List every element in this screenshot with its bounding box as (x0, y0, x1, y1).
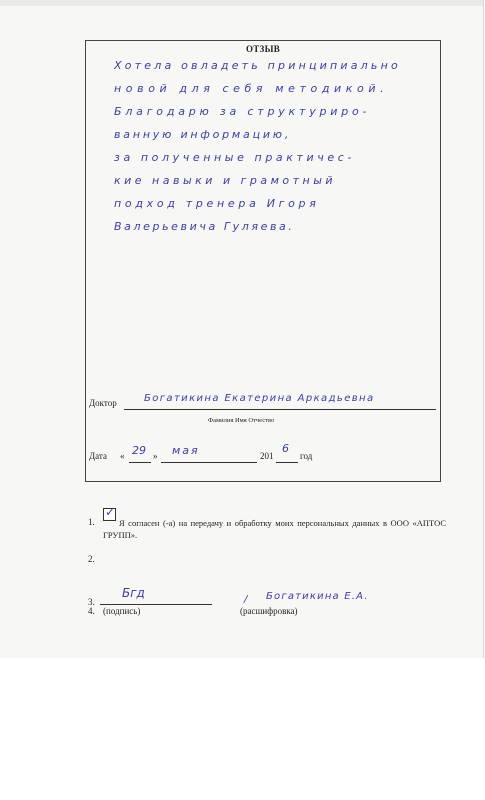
date-day-line (129, 462, 151, 463)
date-year-suffix: год (300, 451, 313, 461)
signature-decoding: Богатикина Е.А. (266, 591, 369, 602)
review-line-2: новой для себя методикой. (114, 82, 389, 95)
consent-item-2-number: 2. (88, 554, 95, 564)
scan-edge (0, 0, 483, 6)
review-line-6: кие навыки и грамотный (114, 174, 337, 187)
date-label: Дата (89, 451, 107, 461)
date-month-line (161, 462, 257, 463)
date-year-prefix: 201 (260, 451, 274, 461)
doctor-label: Доктор (89, 398, 117, 408)
doctor-name-line (124, 409, 436, 410)
consent-item-4-number: 4. (88, 606, 95, 616)
date-month: мая (172, 444, 200, 457)
date-quote-open: « (120, 451, 125, 461)
form-title: ОТЗЫВ (245, 44, 281, 54)
review-frame (85, 40, 441, 482)
signature-line (100, 604, 212, 605)
signature: Бгд (122, 586, 145, 600)
decoding-caption: (расшифровка) (240, 606, 298, 616)
date-quote-close: » (153, 451, 158, 461)
date-year-line (276, 462, 298, 463)
date-day: 29 (132, 444, 146, 457)
checkmark-icon: ✓ (105, 505, 116, 519)
review-line-4: ванную информацию, (114, 128, 292, 141)
review-line-7: подход тренера Игоря (114, 197, 320, 210)
consent-item-1-number: 1. (88, 517, 95, 527)
signature-caption: (подпись) (103, 606, 141, 616)
slash-mark: / (244, 594, 248, 605)
consent-text: Я согласен (-а) на передачу и обработку моих персональных данных в ООО «АПТОС ГРУПП». (103, 518, 446, 540)
doctor-name: Богатикина Екатерина Аркадьевна (144, 393, 375, 404)
date-year-digit: 6 (282, 442, 289, 455)
consent-item-3-number: 3. (88, 597, 95, 607)
review-line-3: Благодарю за структуриро- (114, 105, 371, 118)
review-line-5: за полученные практичес- (114, 151, 355, 164)
review-line-1: Хотела овладеть принципиально (114, 59, 401, 72)
review-line-8: Валерьевича Гуляева. (114, 220, 295, 233)
doctor-name-caption: Фамилия Имя Отчество (208, 417, 275, 424)
